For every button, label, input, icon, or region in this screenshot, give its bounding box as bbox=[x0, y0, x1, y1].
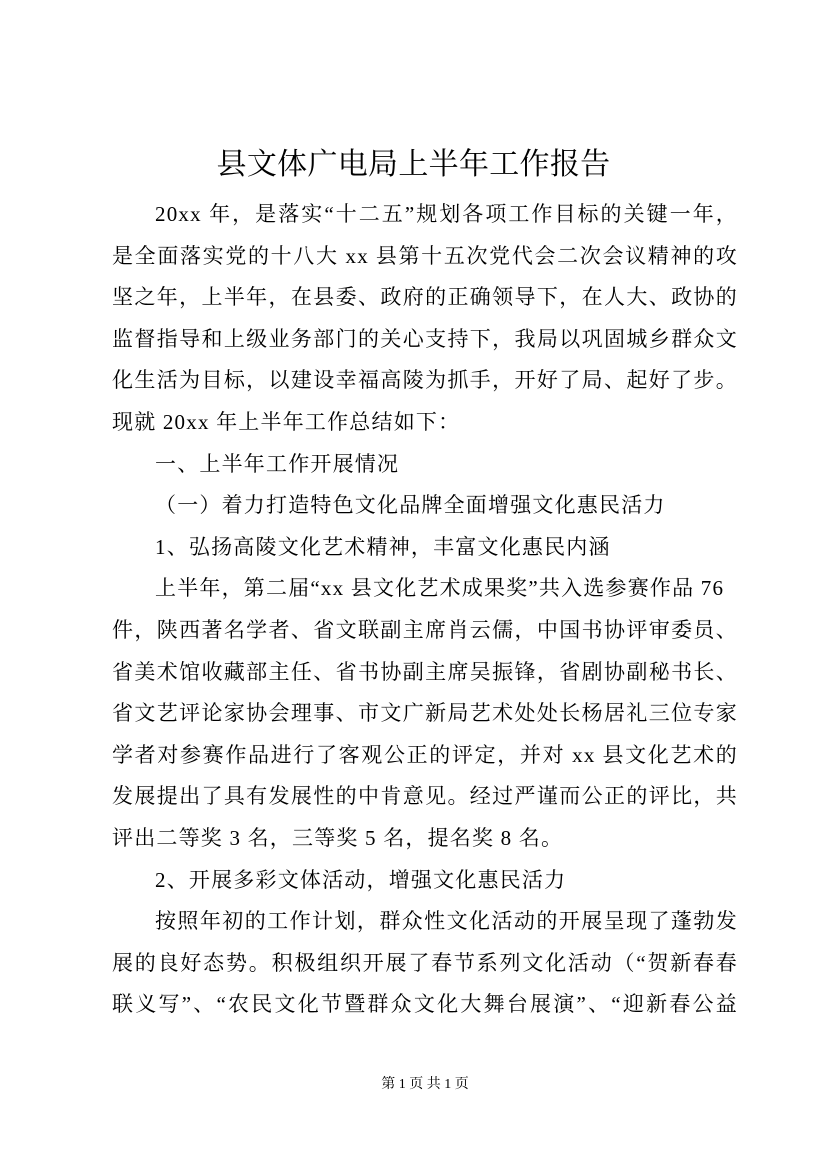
page-number-label: 第 1 页 共 1 页 bbox=[381, 1077, 469, 1092]
paragraph-line: 化生活为目标，以建设幸福高陵为抓手，开好了局、起好了步。 bbox=[112, 368, 738, 393]
paragraph-line: 监督指导和上级业务部门的关心支持下，我局以巩固城乡群众文 bbox=[112, 326, 738, 351]
item-1-paragraph bbox=[112, 568, 738, 859]
subsection-heading: （一）着力打造特色文化品牌全面增强文化惠民活力 bbox=[155, 493, 666, 518]
item-2-paragraph bbox=[112, 901, 738, 1026]
page-footer bbox=[112, 1074, 738, 1096]
paragraph-line: 省文艺评论家协会理事、市文广新局艺术处处长杨居礼三位专家 bbox=[112, 701, 738, 726]
paragraph-line: 联义写”、“农民文化节暨群众文化大舞台展演”、“迎新春公益 bbox=[112, 992, 738, 1017]
document-body bbox=[112, 194, 738, 1026]
item-heading: 2、开展多彩文体活动，增强文化惠民活力 bbox=[155, 867, 567, 892]
paragraph-line: 按照年初的工作计划，群众性文化活动的开展呈现了蓬勃发 bbox=[155, 909, 738, 934]
paragraph-line: 学者对参赛作品进行了客观公正的评定，并对 xx 县文化艺术的 bbox=[112, 742, 738, 767]
document-title: 县文体广电局上半年工作报告 bbox=[216, 148, 611, 181]
paragraph-line: 是全面落实党的十八大 xx 县第十五次党代会二次会议精神的攻 bbox=[112, 243, 738, 268]
paragraph-line: 发展提出了具有发展性的中肯意见。经过严谨而公正的评比，共 bbox=[112, 784, 738, 809]
paragraph-line: 展的良好态势。积极组织开展了春节系列文化活动（“贺新春春 bbox=[112, 950, 738, 975]
paragraph-line: 现就 20xx 年上半年工作总结如下： bbox=[112, 409, 461, 434]
paragraph-line: 坚之年，上半年，在县委、政府的正确领导下，在人大、政协的 bbox=[112, 285, 738, 310]
intro-paragraph bbox=[112, 194, 738, 444]
paragraph-line: 上半年，第二届“xx 县文化艺术成果奖”共入选参赛作品 76 bbox=[155, 576, 725, 601]
section-heading: 一、上半年工作开展情况 bbox=[155, 451, 400, 476]
paragraph-line: 件，陕西著名学者、省文联副主席肖云儒，中国书协评审委员、 bbox=[112, 617, 738, 642]
paragraph-line: 省美术馆收藏部主任、省书协副主席吴振锋，省剧协副秘书长、 bbox=[112, 659, 738, 684]
paragraph-line: 评出二等奖 3 名，三等奖 5 名，提名奖 8 名。 bbox=[112, 825, 564, 850]
item-heading: 1、弘扬高陵文化艺术精神，丰富文化惠民内涵 bbox=[155, 534, 611, 559]
paragraph-line: 20xx 年，是落实“十二五”规划各项工作目标的关键一年， bbox=[155, 202, 738, 226]
